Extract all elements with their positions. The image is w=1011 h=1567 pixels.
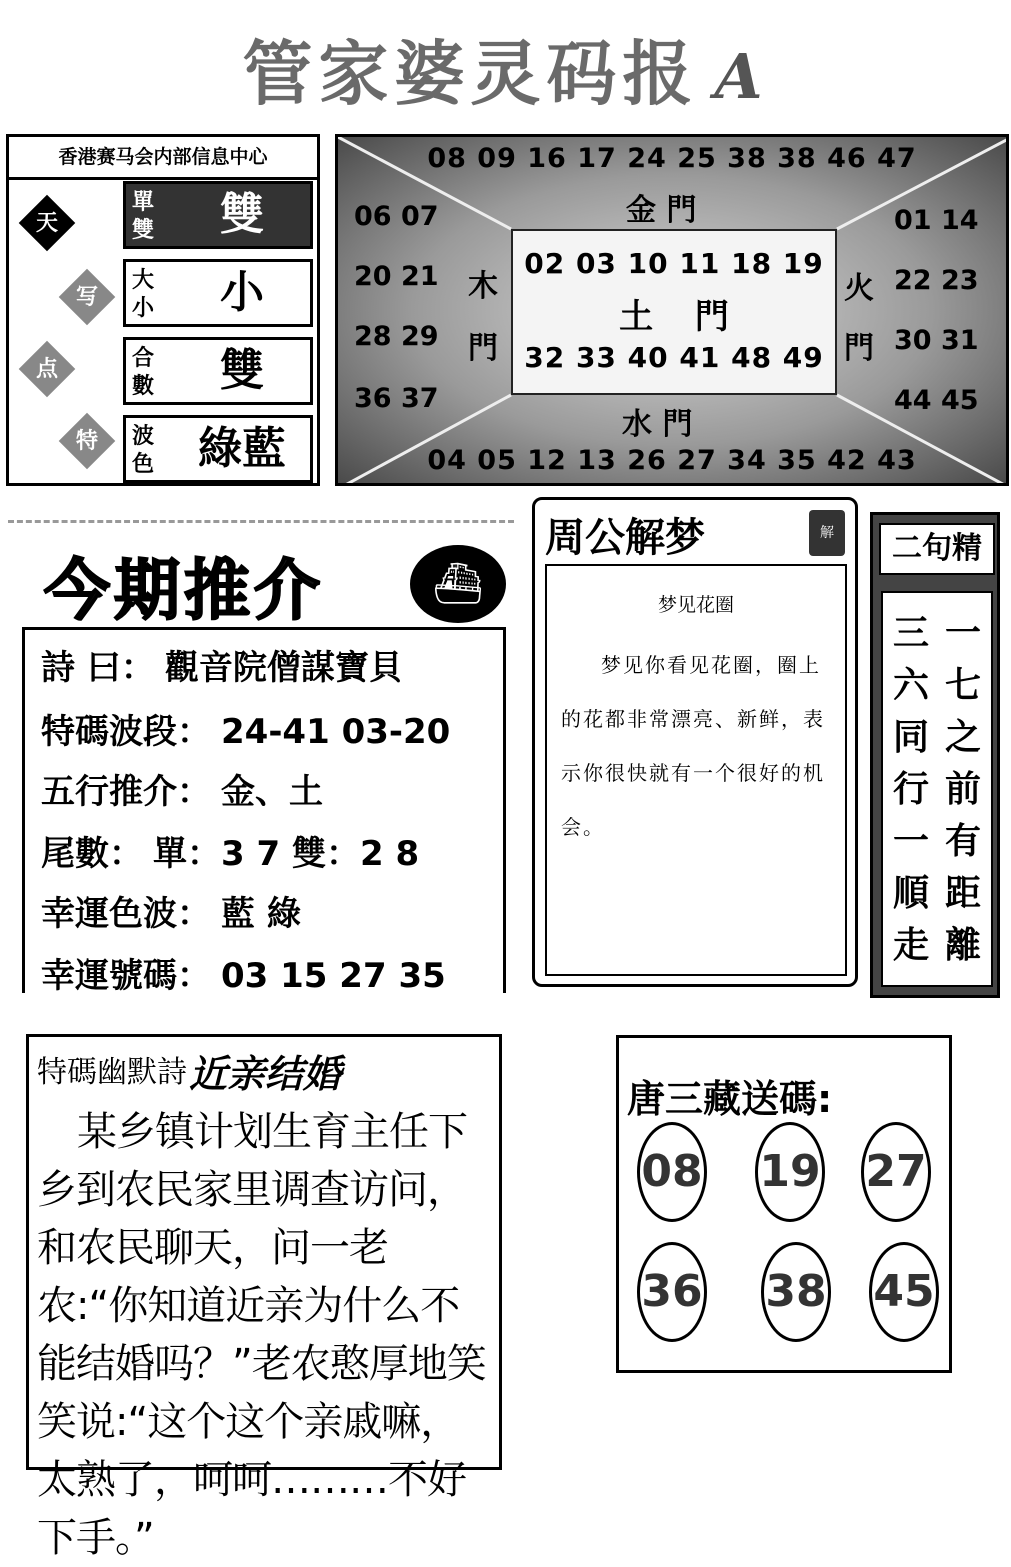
gate-earth: 土 門	[619, 297, 729, 337]
gate-water: 水 門	[622, 407, 693, 442]
row-value: 綠藍	[198, 423, 286, 474]
row-value: 小	[220, 267, 264, 318]
left-row-4: 36 37	[354, 383, 439, 414]
poem-text: 某乡镇计划生育主任下乡到农民家里调查访问，和农民聊天，问一老农:“你知道近亲为什么不能结婚吗？”老农憨厚地笑笑说:“这个这个亲戚嘛，太熟了，呵呵………不好下手。”	[37, 1109, 486, 1561]
diamond-tian: 天	[19, 195, 76, 252]
gate-wood: 木	[468, 269, 498, 304]
dream-icon: 解	[809, 510, 845, 556]
tang-title: 唐三藏送碼:	[627, 1077, 833, 1121]
line-lucky-numbers: 幸運號碼： 03 15 27 35	[41, 956, 446, 996]
poem-name: 近亲结婚	[189, 1051, 342, 1096]
row-big-small	[123, 259, 313, 327]
line-element: 五行推介： 金、土	[41, 772, 323, 812]
row-wave-color	[123, 415, 313, 483]
top-number-row: 08 09 16 17 24 25 38 38 46 47	[427, 143, 917, 174]
row-value: 雙	[220, 345, 264, 396]
gate-gold: 金 門	[626, 193, 697, 228]
page-title	[0, 18, 1011, 119]
row-label: 大小	[132, 267, 155, 321]
right-row-1: 01 14	[894, 205, 979, 236]
info-heading: 香港赛马会内部信息中心	[9, 137, 317, 180]
left-row-2: 20 21	[354, 261, 439, 292]
info-panel	[6, 134, 320, 486]
gate-wood-men: 門	[468, 331, 498, 366]
number-ball: 27	[861, 1122, 931, 1222]
line-poem: 詩 曰： 觀音院僧謀寶貝	[41, 648, 403, 688]
poem-panel	[26, 1034, 502, 1561]
number-ball: 45	[869, 1242, 939, 1342]
right-row-3: 30 31	[894, 325, 979, 356]
dream-content	[545, 564, 847, 976]
right-row-2: 22 23	[894, 265, 979, 296]
bottom-number-row: 04 05 12 13 26 27 34 35 42 43	[427, 445, 917, 476]
recommend-body	[22, 627, 506, 996]
gate-fire: 火	[844, 271, 874, 306]
dream-panel	[532, 497, 858, 987]
left-row-3: 28 29	[354, 321, 439, 352]
dream-subtitle: 梦见花圈	[657, 594, 734, 616]
riddle-panel	[870, 512, 1000, 998]
line-tail: 尾數： 單：3 7 雙：2 8	[41, 834, 420, 874]
dream-title: 周公解梦	[545, 515, 705, 561]
right-row-4: 44 45	[894, 385, 979, 416]
riddle-line-1: 一七之前有距離	[944, 612, 981, 966]
recommend-title: 今期推介	[44, 552, 324, 629]
diamond-dian: 点	[19, 341, 76, 398]
ship-logo-icon: ⛴	[410, 545, 506, 623]
line-color: 幸運色波： 藍 綠	[41, 894, 301, 934]
title-text: 管家婆灵码报	[242, 32, 699, 115]
row-value: 雙	[220, 189, 264, 240]
line-band: 特碼波段： 24-41 03-20	[41, 712, 451, 752]
number-ball: 08	[637, 1122, 707, 1222]
number-ball: 19	[755, 1122, 825, 1222]
diamond-te: 特	[59, 413, 116, 470]
dream-text: 梦见你看见花圈，圈上的花都非常漂亮、新鲜，表示你很快就有一个很好的机会。	[561, 653, 825, 839]
row-sum	[123, 337, 313, 405]
row-odd-even	[123, 181, 313, 249]
number-grid	[335, 134, 1009, 486]
diamond-xie: 写	[59, 269, 116, 326]
center-box	[511, 229, 837, 395]
recommend-panel	[8, 520, 514, 996]
poem-heading: 特碼幽默詩	[37, 1055, 187, 1090]
row-label: 合數	[132, 345, 155, 399]
center-row-1: 02 03 10 11 18 19	[524, 247, 824, 280]
title-suffix: A	[714, 40, 769, 113]
riddle-title: 二句精	[879, 523, 995, 575]
row-label: 單雙	[132, 189, 155, 243]
row-label: 波色	[132, 423, 155, 477]
tang-panel	[616, 1035, 952, 1373]
center-row-2: 32 33 40 41 48 49	[524, 341, 824, 374]
number-ball: 38	[761, 1242, 831, 1342]
gate-fire-men: 門	[844, 331, 874, 366]
left-row-1: 06 07	[354, 201, 439, 232]
number-ball: 36	[637, 1242, 707, 1342]
riddle-line-2: 三六同行一順走	[892, 612, 929, 966]
riddle-body	[881, 591, 993, 987]
